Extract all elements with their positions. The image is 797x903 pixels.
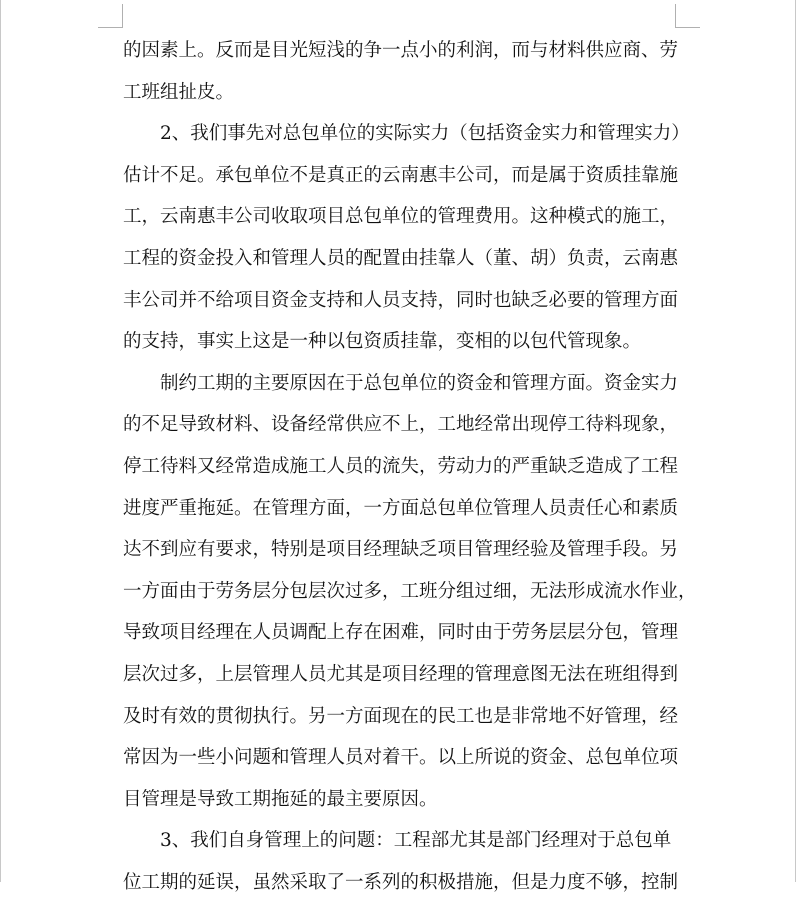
text-line: 工班组扯皮。 bbox=[123, 81, 235, 103]
text-line: 一方面由于劳务层分包层次过多，工班分组过细，无法形成流水作业， bbox=[123, 580, 697, 602]
paragraph-4 bbox=[123, 820, 683, 903]
text-line: 目管理是导致工期拖延的最主要原因。 bbox=[123, 788, 438, 810]
text-line: 制约工期的主要原因在于总包单位的资金和管理方面。资金实力 bbox=[160, 372, 679, 394]
paragraph-1 bbox=[123, 30, 683, 113]
text-line: 层次过多，上层管理人员尤其是项目经理的管理意图无法在班组得到 bbox=[123, 663, 679, 685]
text-line: 估计不足。承包单位不是真正的云南惠丰公司，而是属于资质挂靠施 bbox=[123, 164, 679, 186]
crop-mark-top-left-vertical bbox=[122, 4, 123, 28]
crop-mark-top-left-horizontal bbox=[98, 27, 123, 28]
text-line: 2、我们事先对总包单位的实际实力（包括资金实力和管理实力） bbox=[160, 123, 690, 145]
text-line: 的不足导致材料、设备经常供应不上，工地经常出现停工待料现象， bbox=[123, 414, 679, 436]
text-line: 丰公司并不给项目资金支持和人员支持，同时也缺乏必要的管理方面 bbox=[123, 289, 679, 311]
text-line: 停工待料又经常造成施工人员的流失，劳动力的严重缺乏造成了工程 bbox=[123, 455, 679, 477]
text-line: 进度严重拖延。在管理方面，一方面总包单位管理人员责任心和素质 bbox=[123, 497, 679, 519]
text-line: 常因为一些小问题和管理人员对着干。以上所说的资金、总包单位项 bbox=[123, 747, 679, 769]
crop-mark-top-right-horizontal bbox=[675, 27, 700, 28]
text-line: 达不到应有要求，特别是项目经理缺乏项目管理经验及管理手段。另 bbox=[123, 539, 679, 561]
text-line: 工，云南惠丰公司收取项目总包单位的管理费用。这种模式的施工， bbox=[123, 206, 679, 228]
text-line: 的因素上。反而是目光短浅的争一点小的利润，而与材料供应商、劳 bbox=[123, 40, 679, 61]
paragraph-2 bbox=[123, 113, 690, 363]
text-line: 的支持，事实上这是一种以包资质挂靠，变相的以包代管现象。 bbox=[123, 331, 642, 353]
document-body[interactable] bbox=[123, 30, 697, 903]
text-line: 工程的资金投入和管理人员的配置由挂靠人（董、胡）负责，云南惠 bbox=[123, 247, 679, 269]
text-line: 位工期的延误，虽然采取了一系列的积极措施，但是力度不够，控制 bbox=[123, 871, 679, 893]
text-line: 及时有效的贯彻执行。另一方面现在的民工也是非常地不好管理，经 bbox=[123, 705, 679, 727]
crop-mark-top-right-vertical bbox=[675, 4, 676, 28]
text-line: 3、我们自身管理上的问题：工程部尤其是部门经理对于总包单 bbox=[160, 830, 672, 852]
text-line: 导致项目经理在人员调配上存在困难，同时由于劳务层层分包，管理 bbox=[123, 622, 679, 644]
paragraph-3 bbox=[123, 363, 697, 821]
